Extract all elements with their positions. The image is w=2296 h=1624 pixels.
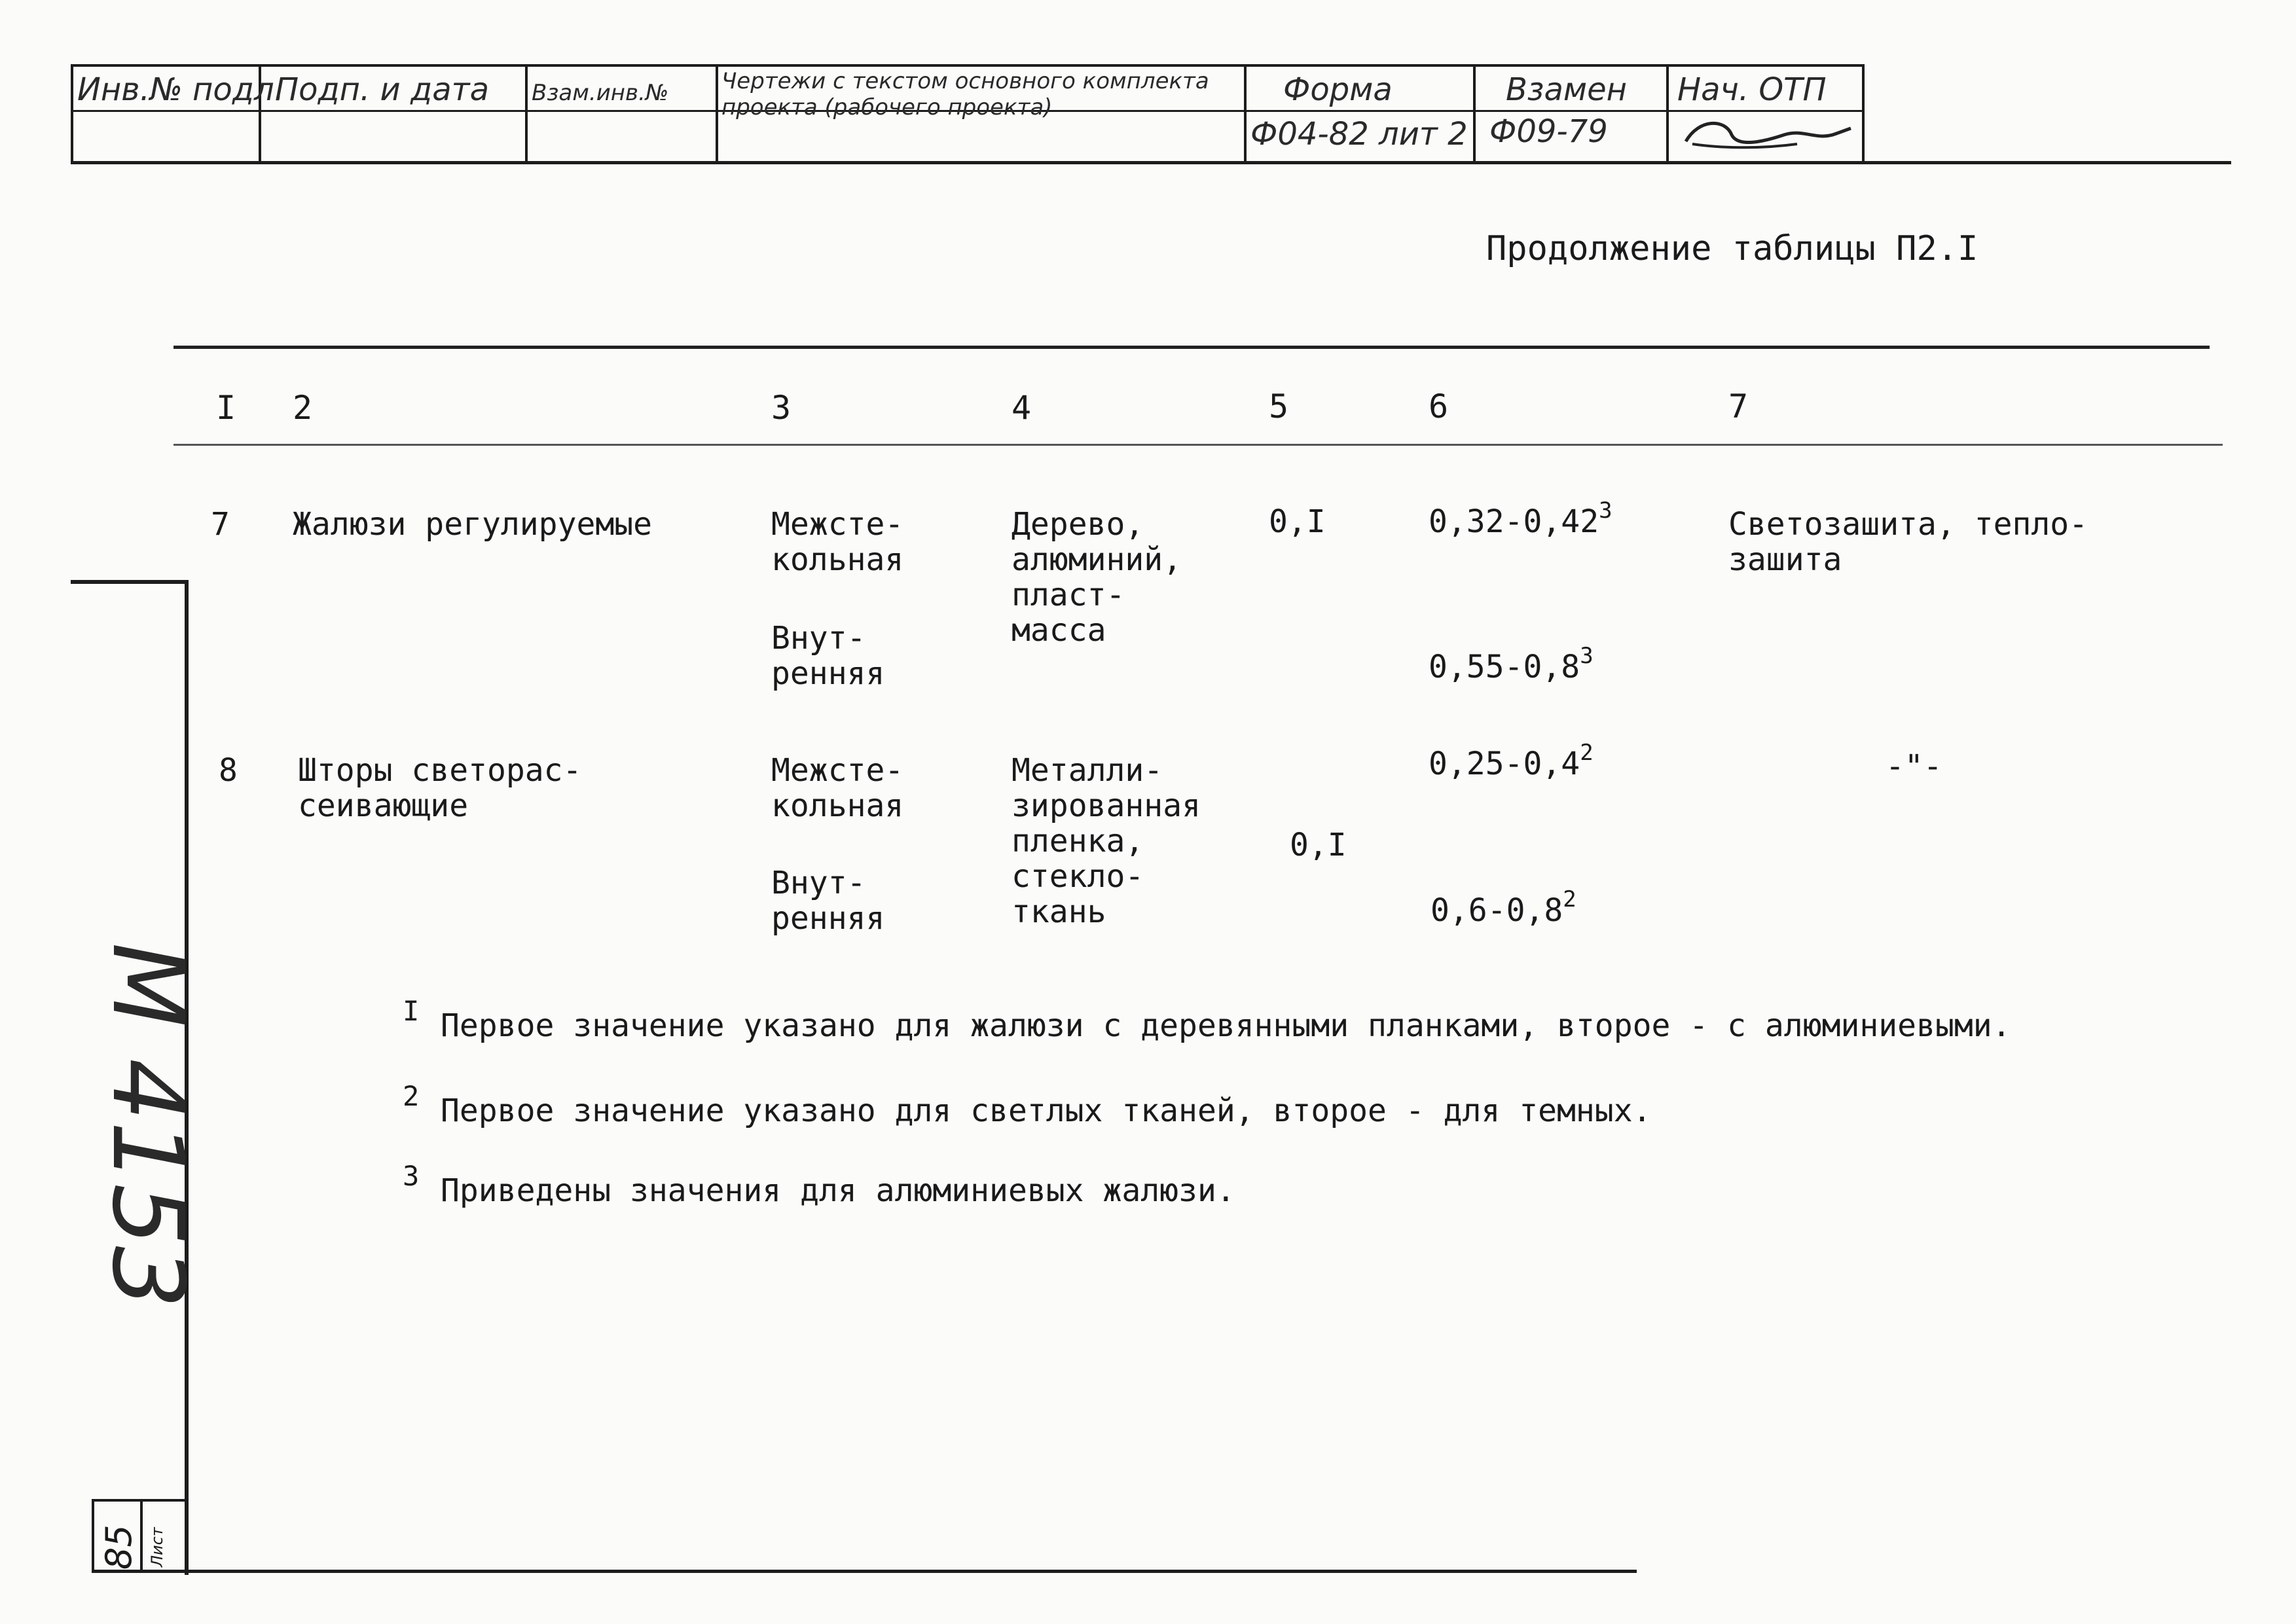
item-name: Шторы светорас- сеивающие bbox=[298, 752, 582, 824]
signature-mark bbox=[1679, 115, 1856, 157]
purpose: -"- bbox=[1886, 748, 1942, 785]
position-between-panes: Межсте- кольная bbox=[771, 506, 904, 578]
stamp-replaced-label: Взамен bbox=[1506, 71, 1627, 108]
table-header-rule bbox=[173, 444, 2223, 446]
position-between-panes: Межсте- кольная bbox=[771, 752, 904, 824]
column-number: 7 bbox=[1728, 388, 1749, 425]
item-name: Жалюзи регулируемые bbox=[293, 506, 653, 543]
stamp-signature-label: Подп. и дата bbox=[275, 71, 489, 108]
inventory-number: М 4153 bbox=[90, 943, 204, 1308]
column-number: 5 bbox=[1269, 388, 1289, 425]
stamp-inventory-label: Инв.№ подл. bbox=[77, 71, 284, 108]
column-number: 4 bbox=[1011, 389, 1032, 427]
position-internal: Внут- ренняя bbox=[771, 620, 885, 692]
footnote-marker: I bbox=[403, 995, 420, 1027]
stamp-replace-inv-label: Взам.инв.№ bbox=[532, 80, 669, 106]
sheet-number: 85 bbox=[98, 1525, 139, 1570]
material: Дерево, алюминий, пласт- масса bbox=[1011, 506, 1182, 649]
footnote-marker: 3 bbox=[403, 1160, 420, 1192]
stamp-dept-head-label: Нач. ОТП bbox=[1677, 71, 1827, 108]
table-top-rule bbox=[173, 346, 2210, 349]
column-number: 6 bbox=[1429, 388, 1449, 425]
footnote-text: Первое значение указано для светлых тканей, второе - для темных. bbox=[441, 1092, 1652, 1129]
footnote-ref: 2 bbox=[1580, 740, 1594, 766]
stamp-drawings-label: Чертежи с текстом основного комплекта проекта (рабочего проекта) bbox=[721, 68, 1209, 120]
sheet-label: Лист bbox=[148, 1527, 166, 1567]
footnote-ref: 3 bbox=[1599, 497, 1613, 524]
purpose: Светозашита, тепло- зашита bbox=[1728, 506, 2088, 578]
footnote-ref: 2 bbox=[1563, 886, 1576, 912]
footnote-text: Первое значение указано для жалюзи с деревянными планками, второе - с алюминиевыми. bbox=[441, 1007, 2011, 1044]
row-number: 7 bbox=[211, 506, 230, 543]
footnote-ref: 3 bbox=[1580, 643, 1594, 669]
column-number: 3 bbox=[771, 389, 792, 427]
value-between-panes: 0,32-0,42$^3$ bbox=[1429, 497, 1613, 540]
footnote-marker: 2 bbox=[403, 1080, 420, 1112]
table-continuation-heading: Продолжение таблицы П2.I bbox=[1486, 229, 1978, 268]
column-number: I bbox=[216, 389, 236, 427]
stamp-replaced-value: Ф09-79 bbox=[1489, 113, 1608, 150]
sheet-number-box bbox=[92, 1499, 187, 1572]
value-between-panes: $0,25-0,4^2$ bbox=[1429, 740, 1594, 782]
column-number: 2 bbox=[293, 389, 313, 427]
coefficient: 0,I bbox=[1290, 827, 1347, 863]
coefficient: 0,I bbox=[1269, 503, 1326, 540]
stamp-form-value: Ф04-82 лит 2 bbox=[1250, 116, 1468, 153]
value-internal: $0,55-0,8^3$ bbox=[1429, 643, 1594, 685]
footnote-text: Приведены значения для алюминиевых жалюзи. bbox=[441, 1172, 1235, 1209]
stamp-form-label: Форма bbox=[1283, 71, 1393, 108]
value-internal: $0,6-0,8^2$ bbox=[1430, 886, 1576, 929]
position-internal: Внут- ренняя bbox=[771, 865, 885, 937]
material: Металли- зированная пленка, стекло- ткань bbox=[1011, 752, 1201, 930]
row-number: 8 bbox=[219, 752, 238, 789]
